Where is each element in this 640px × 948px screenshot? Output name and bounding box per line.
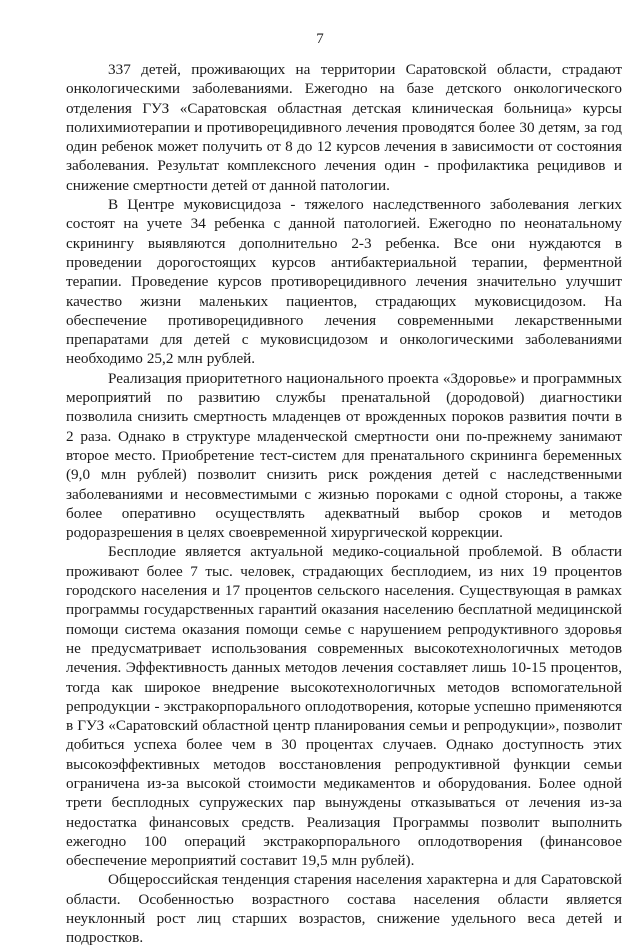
paragraph-prenatal-diagnostics: Реализация приоритетного национального проекта «Здоровье» и программных мероприятий по развитию службы пренатальной (дородовой) диагностики позволила снизить смертность младенцев от врожденных пороков развития почти в 2 раза. Однако в структуре младенческой смертности они по-прежнему занимают второе место. Приобретение тест-систем для пренатального скрининга беременных (9,0 млн рублей) позволит снизить риск рождения детей с наследственными заболеваниями и несовместимыми с жизнью пороками с одной стороны, а также более оперативно осуществлять адекватный выбор сроков и методов родоразрешения в целях своевременной хирургической коррекции.	[66, 369, 622, 542]
paragraph-infertility: Бесплодие является актуальной медико-социальной проблемой. В области проживают более 7 тыс. человек, страдающих бесплодием, из них 19 процентов городского населения и 17 процентов сельского населения. Существующая в рамках программы государственных гарантий оказания населению бесплатной медицинской помощи система оказания помощи семье с нарушением репродуктивного здоровья не предусматривает использования современных высокотехнологичных методов лечения. Эффективность данных методов лечения составляет лишь 10-15 процентов, тогда как широкое внедрение высокотехнологичных методов вспомогательной репродукции - экстракорпорального оплодотворения, которые успешно применяются в ГУЗ «Саратовский областной центр планирования семьи и репродукции», позволит добиться успеха более чем в 30 процентах случаев. Однако доступность этих высокоэффективных методов восстановления репродуктивной функции семьи ограничена из-за высокой стоимости медикаментов и оборудования. Более одной трети бесплодных супружеских пар вынуждены отказываться от лечения из-за недостатка финансовых средств. Реализация Программы позволит выполнить ежегодно 100 операций экстракорпорального оплодотворения (финансовое обеспечение мероприятий составит 19,5 млн рублей).	[66, 543, 622, 870]
paragraph-cystic-fibrosis: В Центре муковисцидоза - тяжелого наследственного заболевания легких состоят на учете 34 ребенка с данной патологией. Ежегодно по неонатальному скринингу выявляются дополнительно 2-3 ребенка. Все они нуждаются в проведении дорогостоящих курсов антибактериальной терапии, ферментной терапии. Проведение курсов противорецидивного лечения значительно улучшит качество жизни маленьких пациентов, страдающих муковисцидозом. На обеспечение противорецидивного лечения современными лекарственными препаратами для детей с муковисцидозом и онкологическими заболеваниями необходимо 25,2 млн рублей.	[66, 196, 622, 368]
document-body	[66, 60, 622, 948]
paragraph-population-aging: Общероссийская тенденция старения населения характерна и для Саратовской области. Особенностью возрастного состава населения области является неуклонный рост лиц старших возрастов, снижение удельного веса детей и подростков.	[66, 871, 622, 947]
page-number: 7	[316, 31, 324, 47]
paragraph-oncology: 337 детей, проживающих на территории Саратовской области, страдают онкологическими заболеваниями. Ежегодно на базе детского онкологического отделения ГУЗ «Саратовская областная детская клиническая больница» курсы полихимиотерапии и противорецидивного лечения проводятся более 30 детям, за год один ребенок может получить от 8 до 12 курсов лечения в зависимости от состояния заболевания. Результат комплексного лечения один - профилактика рецидивов и снижение смертности детей от данной патологии.	[66, 61, 622, 194]
